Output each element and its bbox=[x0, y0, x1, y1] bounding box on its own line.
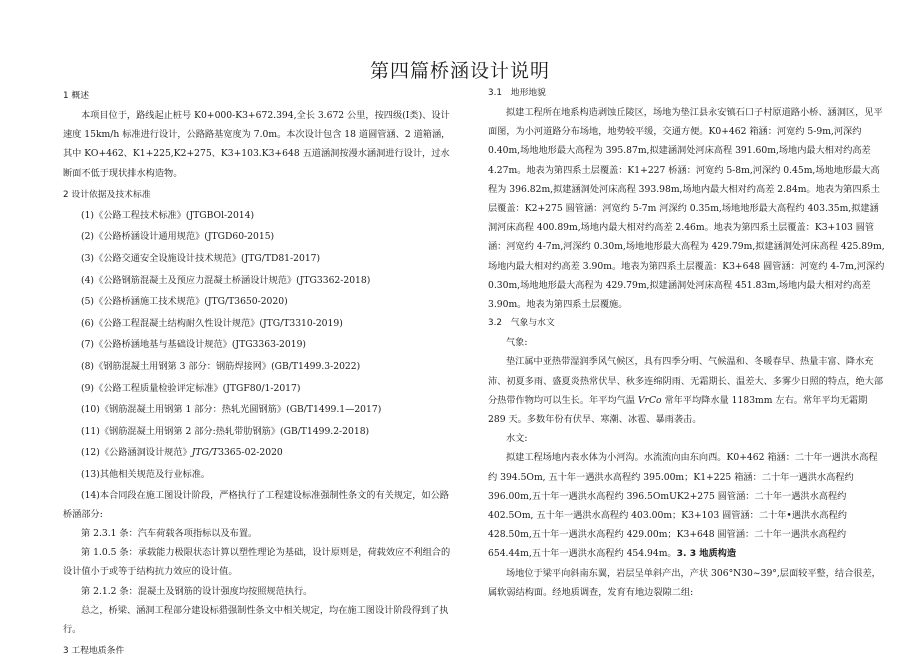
section-heading-geological-structure: 3. 3 地质构造 bbox=[676, 548, 737, 560]
reference-item: (8)《钢筋混凝土用钢第 3 部分：钢筋焊接网》(GB/T1499.3-2022) bbox=[81, 360, 361, 372]
reference-item: (6)《公路工程混凝土结构耐久性设计规范》(JTG/T3310-2019) bbox=[81, 317, 343, 329]
section-heading-climate-hydrology: 3.2 气象与水文 bbox=[488, 318, 555, 329]
climate-text-cont: 常年平均降水量 1183mm 左右。常年平均无霜期 289 天。多数年份有伏旱、寒潮、冰雹、暴雨袭击。 bbox=[488, 394, 868, 426]
section-heading-terrain: 3.1 地形地貌 bbox=[488, 88, 546, 98]
reference-item: (4)《公路钢筋混凝土及预应力混凝土桥涵设计规范》(JTG3362-2018) bbox=[81, 274, 371, 286]
hydrology-text: 拟建工程场地内表水体为小河沟。水流流向由东向西。K0+462 箱涵：二十年一遇洪水高程约 394.5Om, 五十年一遇洪水高程约 395.00m；K1+225 箱涵：二十年一遇洪水高程约 396.00m,五十年一遇洪水高程约 396.5OmUK2+275 圆管涵：二十年一遇洪水高程约 402.5Om, 五十年一遇洪水高程约 403.00m；K3+103 圆管涵：二十年•遇洪水高程约 428.50m,五十年一遇洪水高程约 429.00m；K3+648 圆管涵：二十年一遇洪水高程约 654.44m,五十年一遇洪水高程约 454.94m。 bbox=[488, 452, 878, 560]
climate-paragraph bbox=[488, 352, 886, 429]
reference-list bbox=[63, 205, 453, 486]
hydrology-paragraph bbox=[488, 448, 886, 563]
reference-item: (1)《公路工程技术标准》(JTGBOl-2014) bbox=[81, 209, 255, 221]
section-heading-geology: 3 工程地质条件 bbox=[63, 646, 125, 657]
overview-paragraph: 本项目位于，路线起止桩号 K0+000-K3+672.394,全长 3.672 公里，按四级(Ⅰ类)、设计速度 15km/h 标准进行设计，公路路基宽度为 7.0m。本次设计包含 18 道圆管涵、2 道箱涵，其中 KO+462、K1+225,K2+275、K3+103.K3+648 五道涵洞按漫水涵洞进行设计，过水断面不低于现状排水构造物。 bbox=[63, 110, 451, 179]
summary-paragraph: 总之，桥梁、涵洞工程部分建设标猎强制性条文中相关规定，均在施工图设计阶段得到了执行。 bbox=[63, 604, 449, 635]
left-column bbox=[63, 84, 453, 661]
reference-code: 3365-02-2020 bbox=[218, 447, 283, 459]
right-column bbox=[488, 84, 886, 602]
reference-item: (3)《公路交通安全设施设计技术规范》(JTG/TD81-2017) bbox=[81, 253, 321, 264]
clause-2-3-1: 第 2.3.1 条：汽车荷载各项指标以及布置。 bbox=[81, 527, 258, 539]
mandatory-provisions-paragraph: (14)本合同段在施工图设计阶段，严格执行了工程建设标准强制性条文的有关规定，如公路桥涵部分: bbox=[63, 489, 449, 520]
reference-item: (7)《公路桥涵地基与基础设计规范》(JTG3363-2019) bbox=[81, 339, 307, 351]
clause-1-0-5: 第 1.0.5 条：承载能力极限状态计算以塑性理论为基础，设计原则是，荷载效应不利组合的设计值小于或等于结构抗力效应的设计值。 bbox=[63, 547, 451, 578]
climate-label: 气象: bbox=[506, 337, 528, 349]
climate-text: 垫江属中亚热带湿润季风气候区，具有四季分明、气候温和、冬暖春早、热量丰富、降水充沛、初夏多雨、盛夏炎热常伏旱、秋多连绵阴雨、无霜期长、温差大、多雾少日照的特点，绝大部分热带作物均可以生长。年平均气温 bbox=[488, 356, 884, 406]
reference-item: (11)《钢筋混凝土用钢第 2 部分:热轧带肋钢筋》(GB/T1499.2-2018) bbox=[81, 425, 370, 437]
reference-item: (13)其他相关规范及行业标准。 bbox=[81, 468, 211, 480]
section-heading-overview: 1 概述 bbox=[63, 91, 89, 101]
page-title: 第四篇桥涵设计说明 bbox=[369, 60, 550, 82]
climate-temperature-value: VrCo bbox=[637, 394, 662, 406]
reference-item: (10)《钢筋混凝土用钢第 1 部分：热轧光圆钢筋》(GB/T1499.1—2017) bbox=[81, 404, 382, 416]
reference-text: (12)《公路涵洞设计规范》 bbox=[81, 447, 192, 459]
section-heading-design-basis: 2 设计依据及技术标准 bbox=[63, 189, 151, 200]
reference-item: (5)《公路桥涵施工技术规范》(JTG/T3650-2020) bbox=[81, 296, 288, 308]
geological-structure-paragraph: 场地位于梁平向斜南东翼，岩层呈单斜产出，产状 306°N30~39°,层面较平整，结合很差，属软弱结构面。经地质调查，发育有地边裂隙二组: bbox=[488, 567, 881, 598]
reference-item: (2)《公路桥涵设计通用规范》(JTGD60-2015) bbox=[81, 231, 275, 243]
reference-code-italic: JTG/T bbox=[191, 447, 219, 459]
terrain-paragraph: 拟建工程所在地系构造剥蚀丘陵区，场地为垫江县永安镇石口子村原道路小桥、涵洞区，见平面图，为小河道路分布场地，地势较平缓，交通方便。K0+462 箱涵：河宽约 5-9m,河深约 0.40m,场地地形最大高程为 395.87m,拟建涵洞处河床高程 391.60m,场地内最大相对约高差 4.27m。地表为第四系土层覆盖：K1+227 桥涵：河宽约 5-8m,河深约 0.45m,场地地形最大高程为 396.82m,拟建涵洞处河床高程 393.98m,场地内最大相对约高差 2.84m。地表为第四系土层覆盖：K2+275 圆管涵：河宽约 5-7m 河深约 0.35m,场地地形最大高程约 403.35m,拟建涵洞河床高程 400.89m,场地内最大相对约高差 2.46m。地表为第四系土层覆盖：K3+103 圆管涵：河宽约 4-7m,河深约 0.30m,场地地形最大高程为 429.79m,拟建涵洞处河床高程 425.89m,场地内最大相对约高差 3.90m。地表为第四系土层覆盖：K3+648 圆管涵：河宽约 4-7m,河深约 0.30m,场地地形最大高程为 429.79m,拟建涵洞处河床高程 451.83m,场地内最大相对约高差 3.90m。地表为第四系土层覆施。 bbox=[488, 107, 885, 311]
hydrology-label: 水文: bbox=[506, 433, 528, 445]
clause-2-1-2: 第 2.1.2 条：混凝土及钢筋的设计强度均按照规范执行。 bbox=[81, 585, 313, 597]
reference-item bbox=[63, 442, 453, 464]
reference-item: (9)《公路工程质量检验评定标准》(JTGF80/1-2017) bbox=[81, 382, 301, 394]
